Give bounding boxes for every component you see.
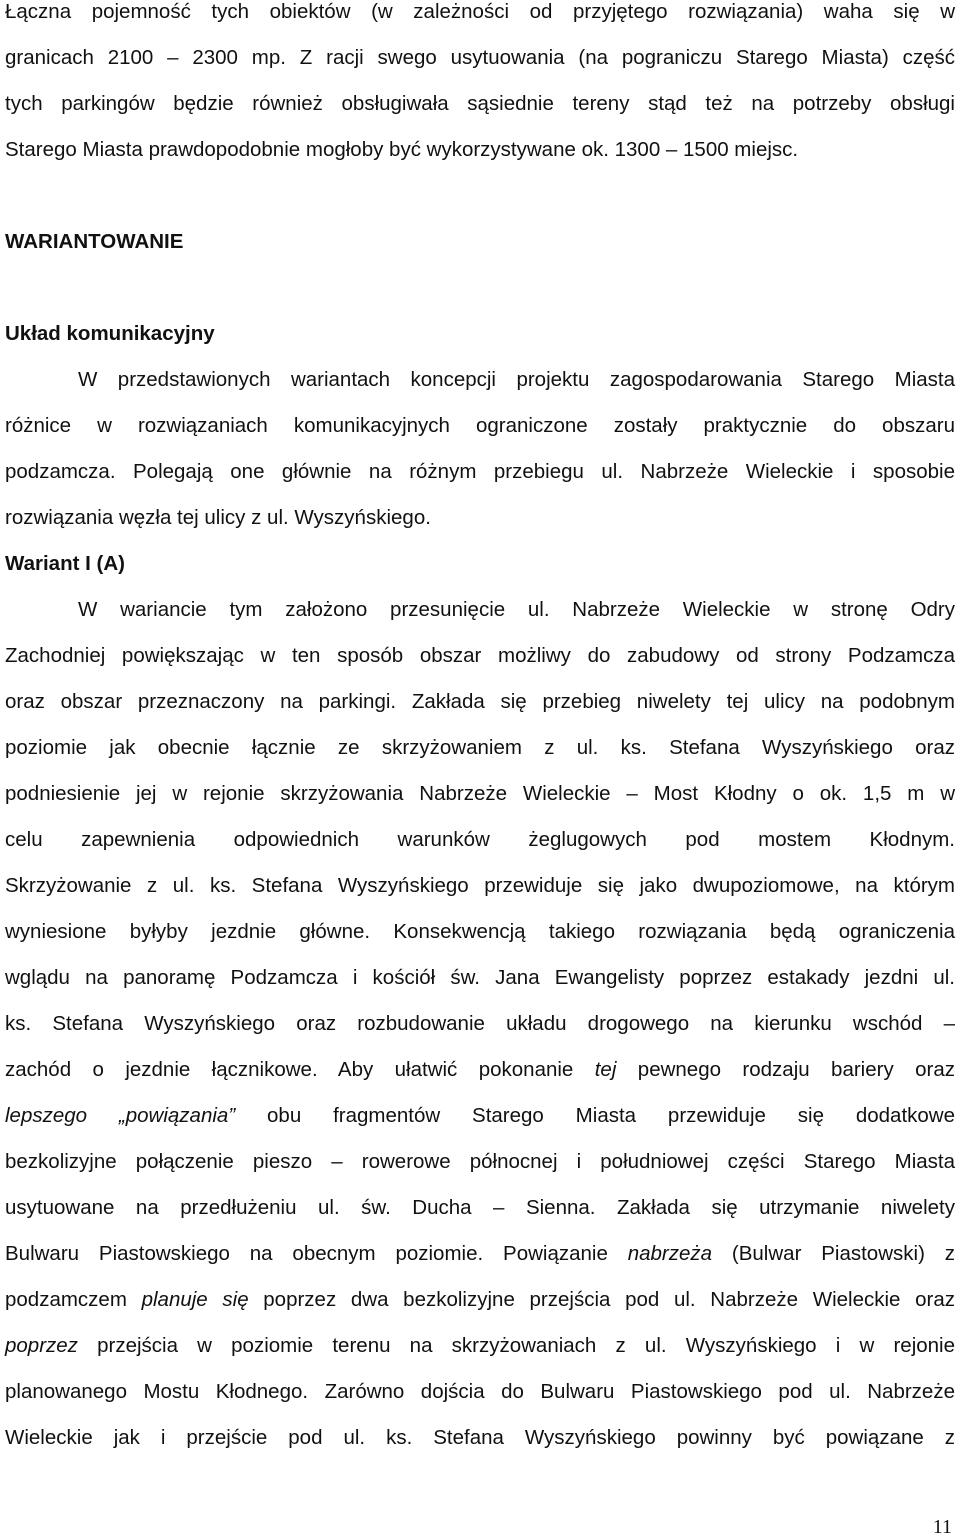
variant1-line: wyniesione byłyby jezdnie główne. Konsekwencją takiego rozwiązania będą ograniczenia — [5, 920, 955, 943]
variant1-line: oraz obszar przeznaczony na parkingi. Zakłada się przebieg niwelety tej ulicy na podobnym — [5, 690, 955, 713]
variant1-line: poprzez przejścia w poziomie terenu na skrzyżowaniach z ul. Wyszyńskiego i w rejonie — [5, 1334, 955, 1357]
variant1-line: Zachodniej powiększając w ten sposób obszar możliwy do zabudowy od strony Podzamcza — [5, 644, 955, 667]
variant1-line: celu zapewnienia odpowiednich warunków żeglugowych pod mostem Kłodnym. — [5, 828, 955, 851]
intro-line: granicach 2100 – 2300 mp. Z racji swego usytuowania (na pograniczu Starego Miasta) część — [5, 46, 955, 69]
variant1-line: poziomie jak obecnie łącznie ze skrzyżowaniem z ul. ks. Stefana Wyszyńskiego oraz — [5, 736, 955, 759]
variant1-line: Wieleckie jak i przejście pod ul. ks. Stefana Wyszyńskiego powinny być powiązane z — [5, 1426, 955, 1449]
variant1-line: ks. Stefana Wyszyńskiego oraz rozbudowanie układu drogowego na kierunku wschód – — [5, 1012, 955, 1035]
variant1-line: Bulwaru Piastowskiego na obecnym poziomie. Powiązanie nabrzeża (Bulwar Piastowski) z — [5, 1242, 955, 1265]
variant1-line: usytuowane na przedłużeniu ul. św. Ducha – Sienna. Zakłada się utrzymanie niwelety — [5, 1196, 955, 1219]
traffic-line: podzamcza. Polegają one głównie na różnym przebiegu ul. Nabrzeże Wieleckie i sposobie — [5, 460, 955, 483]
variant1-line: podzamczem planuje się poprzez dwa bezkolizyjne przejścia pod ul. Nabrzeże Wieleckie oraz — [5, 1288, 955, 1311]
heading-variant-1: Wariant I (A) — [5, 552, 125, 575]
traffic-line: różnice w rozwiązaniach komunikacyjnych ograniczone zostały praktycznie do obszaru — [5, 414, 955, 437]
traffic-line: rozwiązania węzła tej ulicy z ul. Wyszyńskiego. — [5, 506, 431, 529]
variant1-line: bezkolizyjne połączenie pieszo – rowerowe północnej i południowej części Starego Miasta — [5, 1150, 955, 1173]
intro-line: Łączna pojemność tych obiektów (w zależności od przyjętego rozwiązania) waha się w — [5, 0, 955, 23]
variant1-line: podniesienie jej w rejonie skrzyżowania Nabrzeże Wieleckie – Most Kłodny o ok. 1,5 m w — [5, 782, 955, 805]
heading-variants: WARIANTOWANIE — [5, 230, 184, 253]
variant1-line: planowanego Mostu Kłodnego. Zarówno dojścia do Bulwaru Piastowskiego pod ul. Nabrzeże — [5, 1380, 955, 1403]
variant1-line: lepszego „powiązania” obu fragmentów Starego Miasta przewiduje się dodatkowe — [5, 1104, 955, 1127]
heading-traffic-system: Układ komunikacyjny — [5, 322, 215, 345]
variant1-line: W wariancie tym założono przesunięcie ul. Nabrzeże Wieleckie w stronę Odry — [78, 598, 955, 621]
variant1-line: wglądu na panoramę Podzamcza i kościół św. Jana Ewangelisty poprzez estakady jezdni ul. — [5, 966, 955, 989]
page-number: 11 — [932, 1516, 952, 1538]
variant1-line: Skrzyżowanie z ul. ks. Stefana Wyszyńskiego przewiduje się jako dwupoziomowe, na którym — [5, 874, 955, 897]
variant1-line: zachód o jezdnie łącznikowe. Aby ułatwić pokonanie tej pewnego rodzaju bariery oraz — [5, 1058, 955, 1081]
intro-line: Starego Miasta prawdopodobnie mogłoby być wykorzystywane ok. 1300 – 1500 miejsc. — [5, 138, 799, 161]
intro-line: tych parkingów będzie również obsługiwała sąsiednie tereny stąd też na potrzeby obsługi — [5, 92, 955, 115]
traffic-line: W przedstawionych wariantach koncepcji projektu zagospodarowania Starego Miasta — [78, 368, 955, 391]
